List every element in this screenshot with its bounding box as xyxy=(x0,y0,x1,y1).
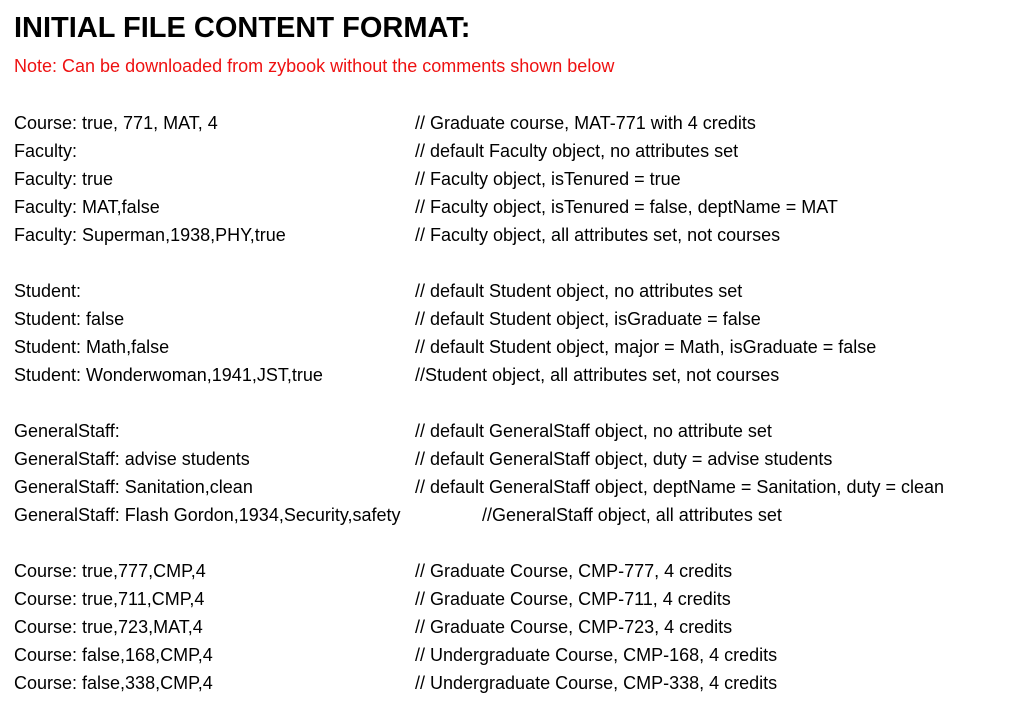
line-comment: // Graduate Course, CMP-711, 4 credits xyxy=(415,589,731,609)
line-code: Course: false,338,CMP,4 xyxy=(14,673,213,693)
line-code: Course: true, 771, MAT, 4 xyxy=(14,113,218,133)
file-line xyxy=(0,669,1024,697)
line-code: Course: true,711,CMP,4 xyxy=(14,589,205,609)
file-line xyxy=(0,221,1024,249)
line-code: Course: true,723,MAT,4 xyxy=(14,617,203,637)
page-title: INITIAL FILE CONTENT FORMAT: xyxy=(14,12,471,44)
line-code: Student: xyxy=(14,281,82,301)
line-comment: // Undergraduate Course, CMP-338, 4 credits xyxy=(415,673,778,693)
line-comment: // Faculty object, isTenured = false, deptName = MAT xyxy=(415,197,838,217)
line-code: Student: false xyxy=(14,309,125,329)
line-comment: // Graduate Course, CMP-723, 4 credits xyxy=(415,617,733,637)
line-code: Faculty: true xyxy=(14,169,114,189)
file-line xyxy=(0,165,1024,193)
download-note: Note: Can be downloaded from zybook without the comments shown below xyxy=(14,56,615,76)
file-line xyxy=(0,361,1024,389)
line-code: Course: false,168,CMP,4 xyxy=(14,645,213,665)
line-code: Course: true,777,CMP,4 xyxy=(14,561,206,581)
line-comment: // default Student object, isGraduate = false xyxy=(415,309,761,329)
line-comment: // Faculty object, isTenured = true xyxy=(415,169,681,189)
file-line xyxy=(0,333,1024,361)
line-comment: // default Student object, major = Math, isGraduate = false xyxy=(415,337,877,357)
line-comment: // default Faculty object, no attributes set xyxy=(415,141,739,161)
line-comment: // Graduate Course, CMP-777, 4 credits xyxy=(415,561,733,581)
line-code: Student: Math,false xyxy=(14,337,170,357)
file-line xyxy=(0,445,1024,473)
file-line xyxy=(0,193,1024,221)
line-comment: // default GeneralStaff object, deptName = Sanitation, duty = clean xyxy=(415,477,945,497)
file-content-lines xyxy=(0,109,1024,697)
file-line xyxy=(0,501,1024,529)
line-code: GeneralStaff: Flash Gordon,1934,Security,safety xyxy=(14,505,401,525)
line-comment: // Graduate course, MAT-771 with 4 credits xyxy=(415,113,756,133)
file-line xyxy=(0,557,1024,585)
line-code: Faculty: MAT,false xyxy=(14,197,160,217)
file-line xyxy=(0,137,1024,165)
line-code: GeneralStaff: Sanitation,clean xyxy=(14,477,253,497)
file-line xyxy=(0,613,1024,641)
line-comment: //GeneralStaff object, all attributes set xyxy=(482,505,782,525)
file-line xyxy=(0,417,1024,445)
line-code: Student: Wonderwoman,1941,JST,true xyxy=(14,365,323,385)
line-comment: // Undergraduate Course, CMP-168, 4 credits xyxy=(415,645,778,665)
line-code: Faculty: xyxy=(14,141,78,161)
line-code: Faculty: Superman,1938,PHY,true xyxy=(14,225,286,245)
line-code: GeneralStaff: advise students xyxy=(14,449,250,469)
line-comment: //Student object, all attributes set, not courses xyxy=(415,365,780,385)
file-line xyxy=(0,585,1024,613)
file-line xyxy=(0,305,1024,333)
file-line xyxy=(0,641,1024,669)
line-comment: // default GeneralStaff object, duty = advise students xyxy=(415,449,833,469)
file-line xyxy=(0,109,1024,137)
line-code: GeneralStaff: xyxy=(14,421,120,441)
file-line xyxy=(0,473,1024,501)
line-comment: // default Student object, no attributes set xyxy=(415,281,743,301)
line-comment: // default GeneralStaff object, no attribute set xyxy=(415,421,772,441)
file-line xyxy=(0,277,1024,305)
line-comment: // Faculty object, all attributes set, not courses xyxy=(415,225,781,245)
